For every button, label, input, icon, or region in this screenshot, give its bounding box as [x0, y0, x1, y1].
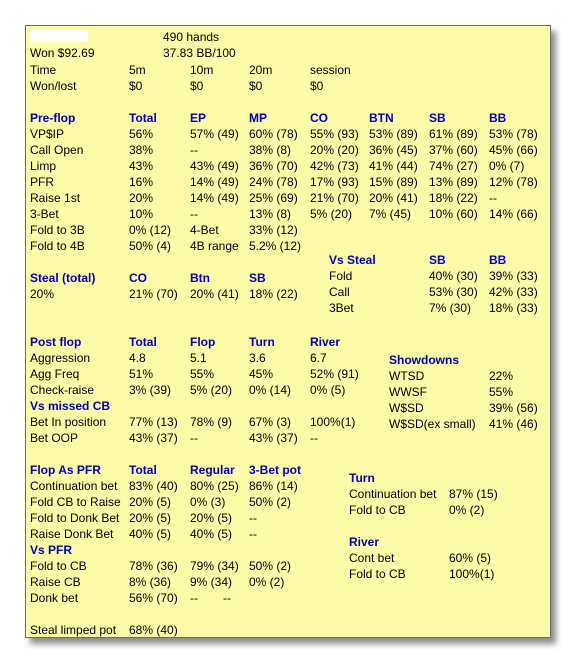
vs-pfr-cell: 8% (36) [129, 575, 172, 589]
flop-pfr-cell: 40% (5) [190, 527, 233, 541]
postflop-cell: 5% (20) [190, 383, 233, 397]
vs-missed-cb-row-label: Bet In position [30, 415, 107, 429]
showdown-value: 22% [489, 369, 514, 383]
won-amount: Won $92.69 [30, 46, 95, 60]
postflop-row-label: Aggression [30, 351, 91, 365]
postflop-cell: 4.8 [129, 351, 146, 365]
postflop-column-header: Total [129, 335, 157, 349]
preflop-cell: 56% [129, 127, 154, 141]
four-bet-value: 33% (12) [249, 223, 298, 237]
preflop-cell: 5% (20) [310, 207, 353, 221]
postflop-cell: 45% [249, 367, 274, 381]
postflop-cell: 52% (91) [310, 367, 359, 381]
flop-pfr-cell: -- [249, 527, 257, 541]
preflop-title: Pre-flop [30, 111, 76, 125]
vs-missed-cb-cell: 43% (37) [249, 431, 298, 445]
flop-pfr-cell: 20% (5) [129, 495, 172, 509]
vs-steal-cell: 18% (33) [489, 301, 538, 315]
vs-steal-row-label: 3Bet [329, 301, 354, 315]
flop-pfr-column-header: Total [129, 463, 157, 477]
river-cell: 100%(1) [449, 567, 495, 581]
postflop-cell: 0% (14) [249, 383, 292, 397]
steal-total-value: 20% [30, 287, 55, 301]
postflop-row-label: Check-raise [30, 383, 95, 397]
vs-pfr-row-label: Donk bet [30, 591, 79, 605]
preflop-column-header: SB [429, 111, 446, 125]
preflop-column-header: BB [489, 111, 507, 125]
preflop-cell: 36% (45) [369, 143, 418, 157]
turn-cell: 0% (2) [449, 503, 485, 517]
preflop-cell: 17% (93) [310, 175, 359, 189]
showdown-value: 41% (46) [489, 417, 538, 431]
preflop-cell: 53% (78) [489, 127, 538, 141]
vs-missed-cb-cell: 100%(1) [310, 415, 356, 429]
flop-pfr-row-label: Raise Donk Bet [30, 527, 114, 541]
postflop-cell: 0% (5) [310, 383, 346, 397]
preflop-cell: 14% (49) [190, 191, 239, 205]
four-bet-range-label: 4B range [190, 239, 239, 253]
flop-pfr-cell: 80% (25) [190, 479, 239, 493]
preflop-cell: 12% (78) [489, 175, 538, 189]
preflop-cell: 57% (49) [190, 127, 239, 141]
preflop-cell: 55% (93) [310, 127, 359, 141]
vs-pfr-title: Vs PFR [30, 543, 73, 557]
vs-steal-row-label: Fold [329, 269, 353, 283]
vs-missed-cb-cell: 67% (3) [249, 415, 292, 429]
preflop-cell: 13% (89) [429, 175, 478, 189]
vs-steal-cell: 42% (33) [489, 285, 538, 299]
showdown-label: W$SD(ex small) [389, 417, 476, 431]
fold-to-3b-value: 0% (12) [129, 223, 172, 237]
vs-missed-cb-row-label: Bet OOP [30, 431, 79, 445]
preflop-cell: 36% (70) [249, 159, 298, 173]
flop-pfr-column-header: 3-Bet pot [249, 463, 301, 477]
steal-total-title: Steal (total) [30, 271, 96, 285]
steal-cell: 18% (22) [249, 287, 298, 301]
vs-steal-column-header: SB [429, 253, 446, 267]
period-header: 10m [190, 63, 214, 77]
river-title: River [349, 535, 380, 549]
vs-missed-cb-cell: 77% (13) [129, 415, 178, 429]
preflop-cell: 20% (41) [369, 191, 418, 205]
preflop-row-label: Call Open [30, 143, 84, 157]
preflop-cell: 43% [129, 159, 154, 173]
postflop-column-header: Turn [249, 335, 275, 349]
wonlost-value: $0 [249, 79, 263, 93]
preflop-cell: 7% (45) [369, 207, 412, 221]
hands-count: 490 hands [163, 30, 220, 44]
vs-steal-title: Vs Steal [329, 253, 376, 267]
preflop-row-label: VP$IP [30, 127, 65, 141]
turn-row-label: Fold to CB [349, 503, 406, 517]
preflop-cell: 24% (78) [249, 175, 298, 189]
river-row-label: Cont bet [349, 551, 395, 565]
steal-column-header: CO [129, 271, 147, 285]
vs-steal-cell: 40% (30) [429, 269, 478, 283]
flop-pfr-cell: 20% (5) [190, 511, 233, 525]
preflop-cell: -- [190, 143, 198, 157]
vs-pfr-row-label: Fold to CB [30, 559, 87, 573]
showdowns-title: Showdowns [389, 353, 459, 367]
river-row-label: Fold to CB [349, 567, 406, 581]
wonlost-value: $0 [310, 79, 324, 93]
flop-pfr-column-header: Regular [190, 463, 235, 477]
steal-cell: 21% (70) [129, 287, 178, 301]
flop-pfr-row-label: Fold CB to Raise [30, 495, 121, 509]
river-cell: 60% (5) [449, 551, 492, 565]
wonlost-label: Won/lost [30, 79, 77, 93]
postflop-column-header: Flop [190, 335, 216, 349]
preflop-column-header: CO [310, 111, 328, 125]
postflop-row-label: Agg Freq [30, 367, 80, 381]
preflop-cell: -- [190, 207, 198, 221]
vs-pfr-cell: 78% (36) [129, 559, 178, 573]
steal-column-header: Btn [190, 271, 210, 285]
preflop-cell: 20% [129, 191, 154, 205]
wonlost-value: $0 [190, 79, 204, 93]
preflop-cell: -- [489, 191, 497, 205]
postflop-cell: 55% [190, 367, 215, 381]
vs-pfr-cell: 56% (70) [129, 591, 178, 605]
preflop-row-label: 3-Bet [30, 207, 59, 221]
wonlost-value: $0 [129, 79, 143, 93]
vs-pfr-cell: 9% (34) [190, 575, 233, 589]
flop-as-pfr-title: Flop As PFR [30, 463, 101, 477]
steal-cell: 20% (41) [190, 287, 239, 301]
redacted-player-name [30, 30, 88, 42]
preflop-cell: 43% (49) [190, 159, 239, 173]
vs-pfr-cell: 0% (2) [249, 575, 285, 589]
showdown-label: WTSD [389, 369, 425, 383]
vs-pfr-cell: 50% (2) [249, 559, 292, 573]
vs-missed-cb-cell: -- [190, 431, 198, 445]
vs-pfr-cell: -- [223, 591, 231, 605]
hud-stats-panel [25, 25, 551, 638]
vs-missed-cb-cell: 43% (37) [129, 431, 178, 445]
preflop-cell: 38% (8) [249, 143, 292, 157]
vs-steal-cell: 39% (33) [489, 269, 538, 283]
preflop-column-header: EP [190, 111, 207, 125]
preflop-row-label: Raise 1st [30, 191, 81, 205]
fold-to-4b-value: 50% (4) [129, 239, 172, 253]
preflop-cell: 20% (20) [310, 143, 359, 157]
preflop-row-label: PFR [30, 175, 54, 189]
preflop-cell: 37% (60) [429, 143, 478, 157]
vs-steal-row-label: Call [329, 285, 350, 299]
vs-steal-cell: 7% (30) [429, 301, 472, 315]
preflop-cell: 10% (60) [429, 207, 478, 221]
time-label: Time [30, 63, 57, 77]
vs-pfr-row-label: Raise CB [30, 575, 81, 589]
postflop-cell: 3.6 [249, 351, 266, 365]
preflop-cell: 16% [129, 175, 154, 189]
preflop-cell: 61% (89) [429, 127, 478, 141]
flop-pfr-cell: 20% (5) [129, 511, 172, 525]
period-header: 20m [249, 63, 273, 77]
four-bet-range-value: 5.2% (12) [249, 239, 302, 253]
preflop-row-label: Limp [30, 159, 57, 173]
turn-row-label: Continuation bet [349, 487, 437, 501]
postflop-title: Post flop [30, 335, 82, 349]
fold-to-3b-label: Fold to 3B [30, 223, 85, 237]
postflop-cell: 6.7 [310, 351, 327, 365]
preflop-cell: 14% (49) [190, 175, 239, 189]
flop-pfr-cell: 50% (2) [249, 495, 292, 509]
vs-missed-cb-cell: 78% (9) [190, 415, 233, 429]
period-header: 5m [129, 63, 146, 77]
preflop-cell: 74% (27) [429, 159, 478, 173]
steal-limped-pot-value: 68% (40) [129, 623, 178, 637]
flop-pfr-row-label: Continuation bet [30, 479, 118, 493]
preflop-cell: 60% (78) [249, 127, 298, 141]
vs-missed-cb-cell: -- [310, 431, 318, 445]
period-header: session [310, 63, 351, 77]
flop-pfr-cell: 86% (14) [249, 479, 298, 493]
vs-steal-column-header: BB [489, 253, 507, 267]
turn-cell: 87% (15) [449, 487, 498, 501]
preflop-cell: 41% (44) [369, 159, 418, 173]
flop-pfr-cell: -- [249, 511, 257, 525]
steal-column-header: SB [249, 271, 266, 285]
flop-pfr-cell: 40% (5) [129, 527, 172, 541]
postflop-column-header: River [310, 335, 341, 349]
fold-to-4b-label: Fold to 4B [30, 239, 85, 253]
vs-missed-cb-title: Vs missed CB [30, 399, 111, 413]
vs-steal-cell: 53% (30) [429, 285, 478, 299]
showdown-value: 55% [489, 385, 514, 399]
postflop-cell: 5.1 [190, 351, 207, 365]
preflop-cell: 21% (70) [310, 191, 359, 205]
postflop-cell: 51% [129, 367, 154, 381]
preflop-cell: 14% (66) [489, 207, 538, 221]
preflop-cell: 10% [129, 207, 154, 221]
preflop-cell: 42% (73) [310, 159, 359, 173]
vs-pfr-cell: 79% (34) [190, 559, 239, 573]
preflop-cell: 18% (22) [429, 191, 478, 205]
showdown-label: W$SD [389, 401, 424, 415]
showdown-value: 39% (56) [489, 401, 538, 415]
preflop-cell: 0% (7) [489, 159, 525, 173]
postflop-cell: 3% (39) [129, 383, 172, 397]
steal-limped-pot-label: Steal limped pot [30, 623, 117, 637]
vs-pfr-cell: -- [190, 591, 198, 605]
flop-pfr-row-label: Fold to Donk Bet [30, 511, 120, 525]
showdown-label: WWSF [389, 385, 427, 399]
preflop-cell: 25% (69) [249, 191, 298, 205]
preflop-cell: 45% (66) [489, 143, 538, 157]
preflop-cell: 15% (89) [369, 175, 418, 189]
preflop-column-header: BTN [369, 111, 394, 125]
bb-per-100: 37.83 BB/100 [163, 46, 236, 60]
preflop-column-header: Total [129, 111, 157, 125]
preflop-cell: 53% (89) [369, 127, 418, 141]
preflop-column-header: MP [249, 111, 267, 125]
four-bet-label: 4-Bet [190, 223, 219, 237]
turn-title: Turn [349, 471, 375, 485]
flop-pfr-cell: 83% (40) [129, 479, 178, 493]
preflop-cell: 38% [129, 143, 154, 157]
flop-pfr-cell: 0% (3) [190, 495, 226, 509]
preflop-cell: 13% (8) [249, 207, 292, 221]
